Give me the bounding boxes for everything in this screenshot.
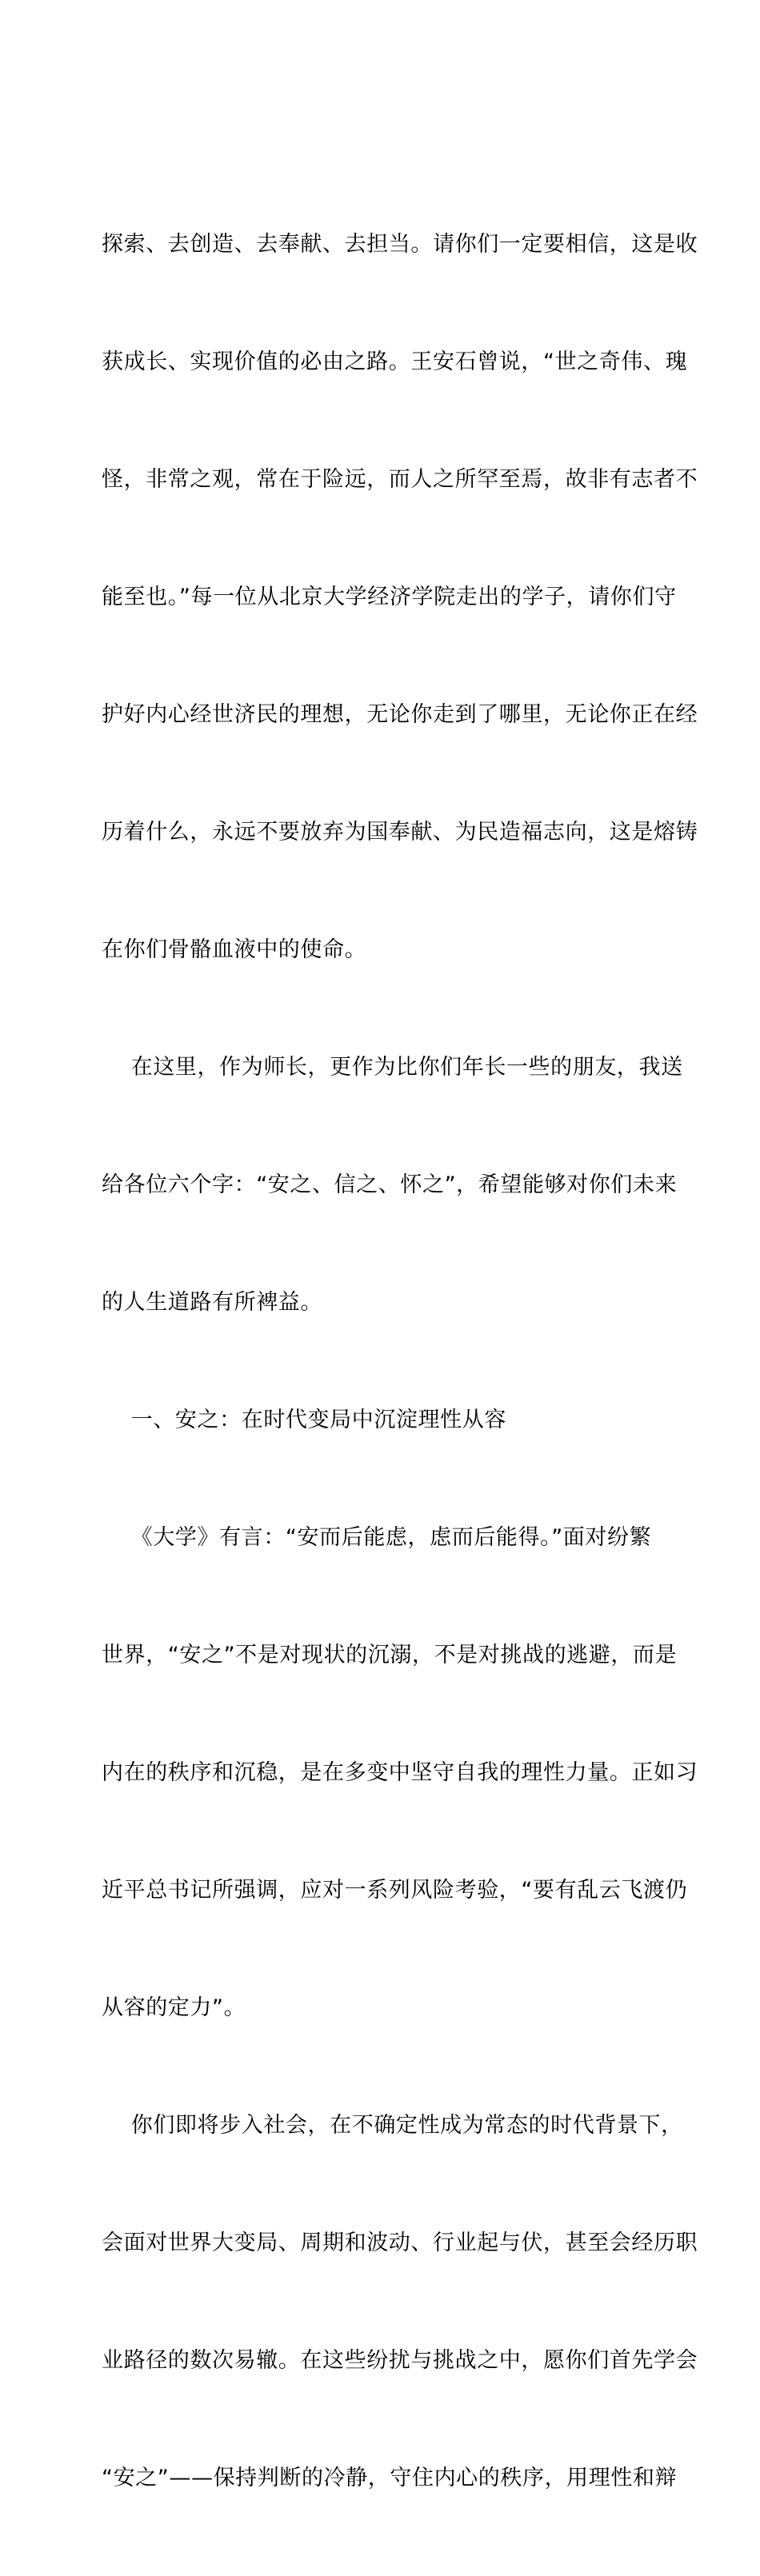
text-line: 历着什么，永远不要放弃为国奉献、为民造福志向，这是熔铸: [102, 820, 698, 845]
text-line: 业路径的数次易辙。在这些纷扰与挑战之中，愿你们首先学会: [102, 2348, 698, 2373]
text-line: 在你们骨骼血液中的使命。: [102, 937, 367, 962]
text-line: 在这里，作为师长，更作为比你们年长一些的朋友，我送: [102, 1055, 683, 1080]
text-line: 你们即将步入社会，在不确定性成为常态的时代背景下，: [102, 2113, 683, 2138]
text-line: 护好内心经世济民的理想，无论你走到了哪里，无论你正在经: [102, 702, 698, 727]
text-line: 世界，“安之”不是对现状的沉溺，不是对挑战的逃避，而是: [102, 1643, 678, 1667]
text-line: 能至也。”每一位从北京大学经济学院走出的学子，请你们守: [102, 585, 677, 609]
text-line: 的人生道路有所裨益。: [102, 1290, 322, 1315]
text-line: 《大学》有言：“安而后能虑，虑而后能得。”面对纷繁: [102, 1525, 652, 1550]
text-line: 会面对世界大变局、周期和波动、行业起与伏，甚至会经历职: [102, 2231, 698, 2255]
text-line: 怪，非常之观，常在于险远，而人之所罕至焉，故非有志者不: [102, 467, 698, 492]
text-line: 获成长、实现价值的必由之路。王安石曾说，“世之奇伟、瑰: [102, 349, 688, 374]
section-heading: 一、安之：在时代变局中沉淀理性从容: [102, 1408, 506, 1432]
text-line: “安之”——保持判断的冷静，守住内心的秩序，用理性和辩: [102, 2466, 678, 2490]
text-line: 近平总书记所强调，应对一系列风险考验，“要有乱云飞渡仍: [102, 1878, 688, 1903]
text-line: 给各位六个字：“安之、信之、怀之”，希望能够对你们未来: [102, 1172, 678, 1197]
text-line: 内在的秩序和沉稳，是在多变中坚守自我的理性力量。正如习: [102, 1760, 698, 1785]
text-line: 探索、去创造、去奉献、去担当。请你们一定要相信，这是收: [102, 232, 698, 257]
body-text: [102, 146, 698, 2576]
text-line: 从容的定力”。: [102, 1995, 246, 2020]
